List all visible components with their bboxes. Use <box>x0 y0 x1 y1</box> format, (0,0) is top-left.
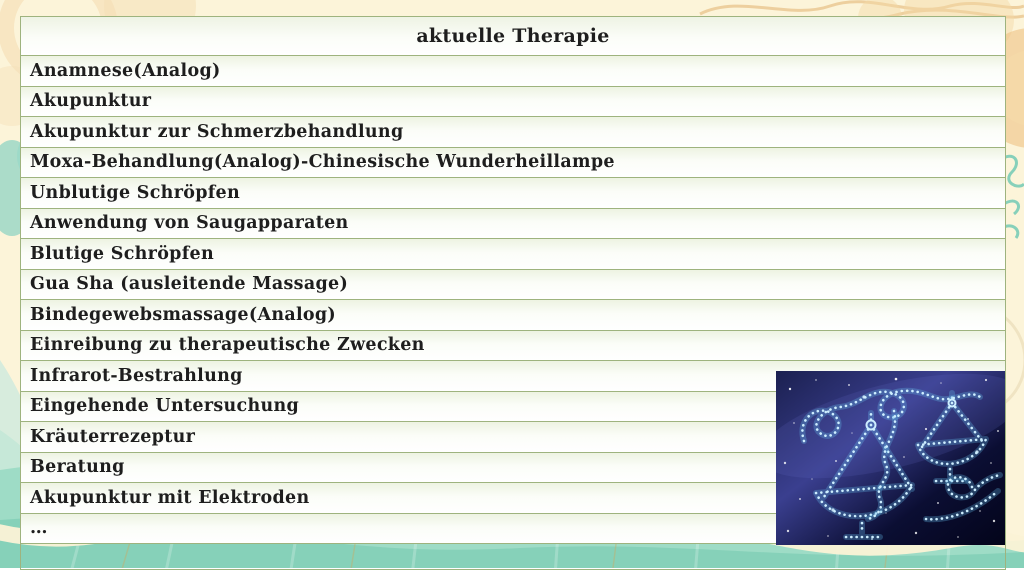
table-row: Moxa-Behandlung(Analog)-Chinesische Wunderheillampe <box>21 148 1005 179</box>
table-row: Akupunktur zur Schmerzbehandlung <box>21 117 1005 148</box>
table-row: Anwendung von Saugapparaten <box>21 209 1005 240</box>
libra-constellation-image <box>776 371 1005 545</box>
table-row: Akupunktur <box>21 87 1005 118</box>
table-row: Blutige Schröpfen <box>21 239 1005 270</box>
table-row: … <box>21 514 1005 545</box>
table-row: Eingehende Untersuchung <box>21 392 1005 423</box>
table-row: Bindegewebsmassage(Analog) <box>21 300 1005 331</box>
table-row: Infrarot-Bestrahlung <box>21 361 1005 392</box>
table-filler-row <box>21 544 1005 569</box>
table-header-cell: aktuelle Therapie <box>21 17 1005 56</box>
table-row: Gua Sha (ausleitende Massage) <box>21 270 1005 301</box>
table-row: Unblutige Schröpfen <box>21 178 1005 209</box>
table-row: Akupunktur mit Elektroden <box>21 483 1005 514</box>
table-row: Anamnese(Analog) <box>21 56 1005 87</box>
table-row: Kräuterrezeptur <box>21 422 1005 453</box>
table-row: Einreibung zu therapeutische Zwecken <box>21 331 1005 362</box>
table-row: Beratung <box>21 453 1005 484</box>
